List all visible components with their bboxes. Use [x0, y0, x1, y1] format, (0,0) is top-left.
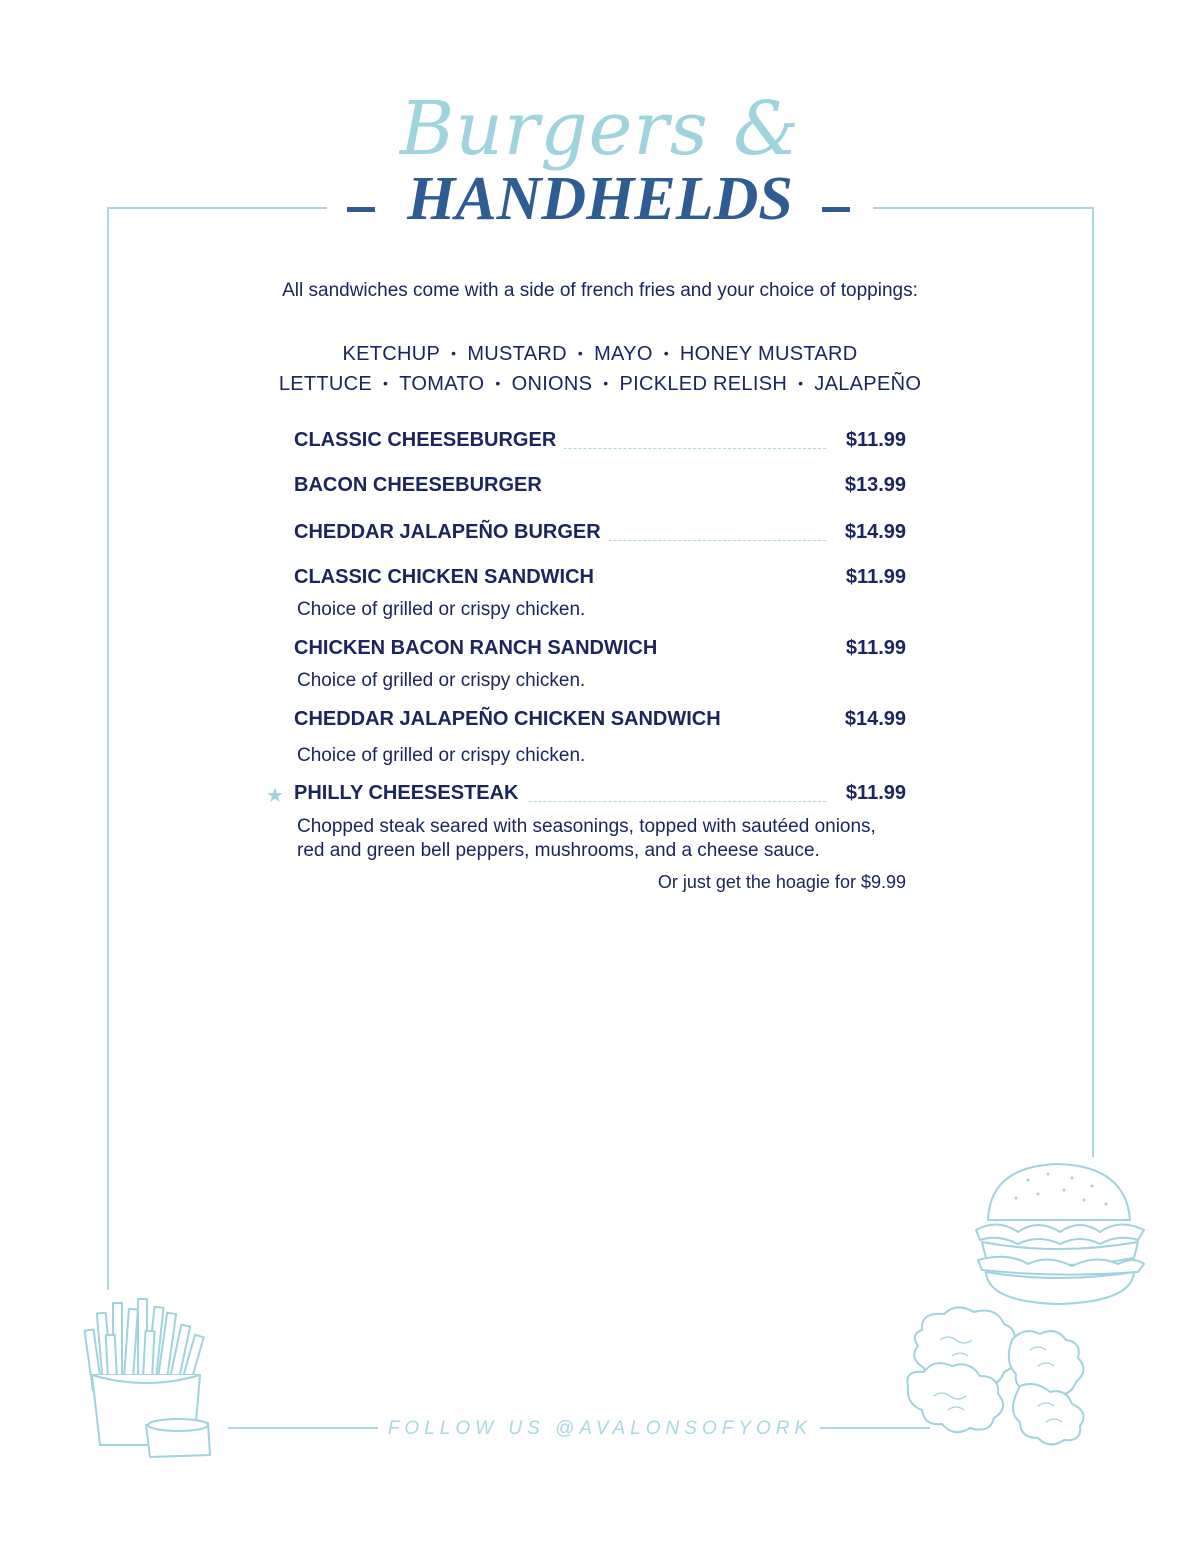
item-name: CHICKEN BACON RANCH SANDWICH	[294, 637, 665, 660]
menu-item-cheddar-jalapeno-chicken	[294, 708, 906, 768]
item-price: $13.99	[841, 474, 906, 497]
item-price: $11.99	[842, 566, 906, 589]
menu-item-chicken-bacon-ranch	[294, 637, 906, 693]
item-price: $11.99	[842, 782, 906, 805]
topping: MUSTARD	[467, 343, 567, 365]
item-name: PHILLY CHEESESTEAK	[294, 782, 527, 805]
item-price: $14.99	[841, 521, 906, 544]
menu-item-classic-cheeseburger	[294, 429, 906, 455]
title-dash-right	[822, 207, 850, 212]
bullet-separator: •	[577, 345, 584, 361]
menu-item-classic-chicken-sandwich	[294, 566, 906, 622]
item-name: CHEDDAR JALAPEÑO BURGER	[294, 521, 609, 544]
bullet-separator: •	[451, 345, 457, 361]
page-title: HANDHELDS	[407, 165, 793, 233]
bullet-separator: •	[603, 375, 609, 391]
topping: KETCHUP	[342, 343, 441, 365]
menu-item-bacon-cheeseburger	[294, 474, 906, 500]
item-description: Choice of grilled or crispy chicken.	[297, 670, 586, 691]
item-name: BACON CHEESEBURGER	[294, 474, 550, 497]
item-description: Chopped steak seared with seasonings, topped with sautéed onions, red and green bell peppers, mushrooms, and a cheese sauce.	[297, 816, 876, 861]
topping: HONEY MUSTARD	[679, 343, 858, 365]
item-price: $11.99	[842, 637, 906, 660]
title-script: Burgers &	[399, 86, 801, 172]
fries-illustration	[80, 1295, 225, 1465]
item-description: Choice of grilled or crispy chicken.	[297, 599, 586, 620]
bullet-separator: •	[383, 375, 389, 391]
bullet-separator: •	[798, 375, 804, 391]
topping: ONIONS	[511, 373, 593, 395]
item-name: CHEDDAR JALAPEÑO CHICKEN SANDWICH	[294, 708, 729, 731]
toppings-line-2	[0, 373, 1200, 396]
bullet-separator: •	[495, 375, 501, 391]
menu-item-cheddar-jalapeno-burger	[294, 521, 906, 547]
hoagie-note: Or just get the hoagie for $9.99	[657, 872, 906, 892]
item-name: CLASSIC CHEESEBURGER	[294, 429, 564, 452]
follow-us-text: FOLLOW US @AVALONSOFYORK	[387, 1418, 813, 1439]
topping: LETTUCE	[278, 373, 373, 395]
menu-item-philly-cheesesteak	[266, 782, 906, 863]
toppings-line-1	[0, 343, 1200, 366]
topping: MAYO	[594, 343, 653, 365]
item-name: CLASSIC CHICKEN SANDWICH	[294, 566, 602, 589]
burger-illustration	[968, 1160, 1150, 1308]
star-icon: ★	[266, 785, 284, 807]
topping: TOMATO	[399, 373, 485, 395]
item-price: $11.99	[842, 429, 906, 452]
intro-text: All sandwiches come with a side of french fries and your choice of toppings:	[282, 280, 918, 301]
topping: JALAPEÑO	[814, 373, 922, 395]
bullet-separator: •	[663, 345, 669, 361]
frame-left	[107, 207, 109, 1290]
item-description: Choice of grilled or crispy chicken.	[297, 745, 586, 766]
item-price: $14.99	[841, 708, 906, 731]
chicken-wings-illustration	[900, 1300, 1100, 1450]
topping: PICKLED RELISH	[619, 373, 788, 395]
